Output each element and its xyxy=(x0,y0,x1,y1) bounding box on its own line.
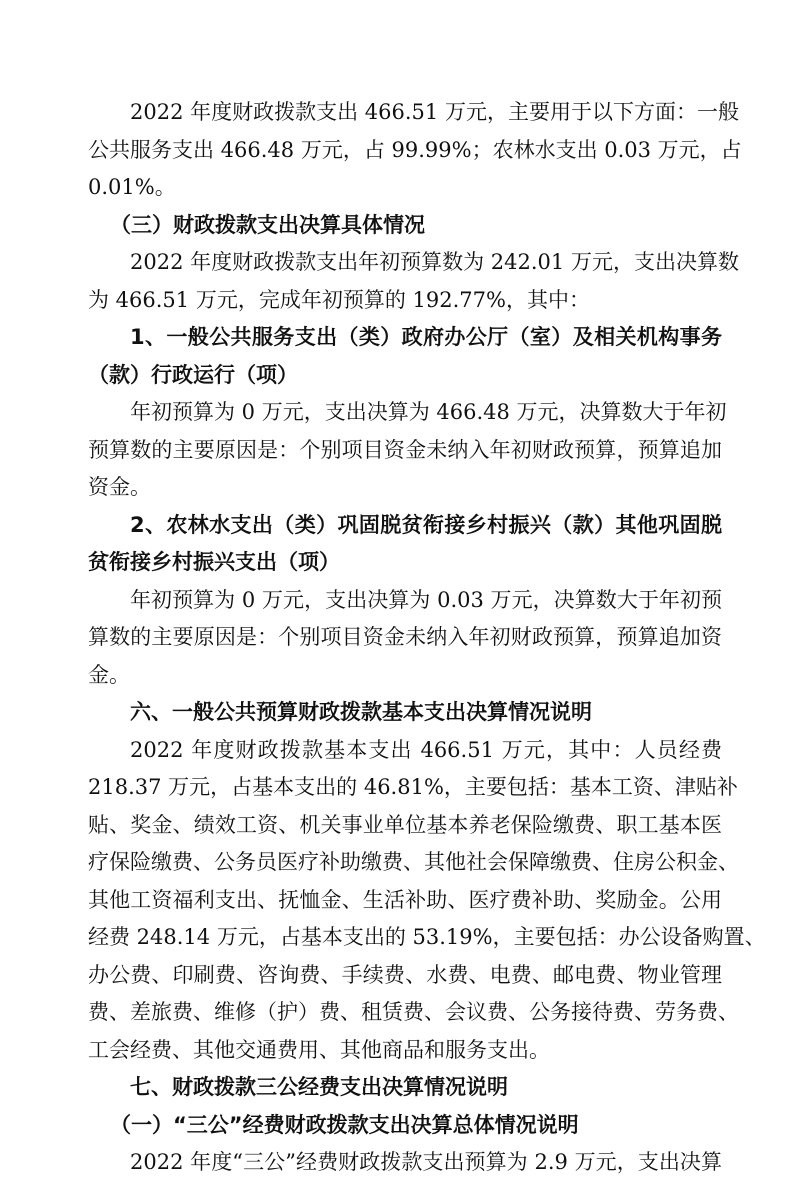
section-heading: 2、农林水支出（类）巩固脱贫衔接乡村振兴（款）其他巩固脱 xyxy=(130,512,722,537)
paragraph-line: 2022 年度财政拨款基本支出 466.51 万元，其中：人员经费 xyxy=(130,737,722,762)
paragraph-line: 其他工资福利支出、抚恤金、生活补助、医疗费补助、奖励金。公用 xyxy=(88,887,722,912)
section-heading: 贫衔接乡村振兴支出（项） xyxy=(88,550,340,574)
paragraph-line: 为 466.51 万元，完成年初预算的 192.77%，其中： xyxy=(88,287,590,312)
section-heading: 1、一般公共服务支出（类）政府办公厅（室）及相关机构事务 xyxy=(130,325,722,349)
paragraph-line: 费、差旅费、维修（护）费、租赁费、会议费、公务接待费、劳务费、 xyxy=(88,1000,739,1024)
paragraph-line: 预算数的主要原因是：个别项目资金未纳入年初财政预算，预算追加 xyxy=(88,437,722,462)
paragraph-line: 218.37 万元，占基本支出的 46.81%，主要包括：基本工资、津贴补 xyxy=(88,775,738,799)
paragraph-line: 公共服务支出 466.48 万元，占 99.99%；农林水支出 0.03 万元，占 xyxy=(88,137,742,162)
paragraph-line: 2022 年度“三公”经费财政拨款支出预算为 2.9 万元，支出决算 xyxy=(130,1150,722,1174)
paragraph-line: 2022 年度财政拨款支出 466.51 万元，主要用于以下方面：一般 xyxy=(130,100,739,124)
paragraph-line: 疗保险缴费、公务员医疗补助缴费、其他社会保障缴费、住房公积金、 xyxy=(88,850,739,874)
section-heading: （款）行政运行（项） xyxy=(88,362,298,387)
section-heading: 七、财政拨款三公经费支出决算情况说明 xyxy=(130,1075,508,1099)
section-heading: （一）“三公”经费财政拨款支出决算总体情况说明 xyxy=(110,1112,579,1137)
paragraph-line: 算数的主要原因是：个别项目资金未纳入年初财政预算，预算追加资 xyxy=(88,625,722,649)
section-heading: （三）财政拨款支出决算具体情况 xyxy=(110,212,425,237)
paragraph-line: 经费 248.14 万元，占基本支出的 53.19%，主要包括：办公设备购置、 xyxy=(88,925,766,949)
paragraph-line: 工会经费、其他交通费用、其他商品和服务支出。 xyxy=(88,1037,550,1062)
section-heading: 六、一般公共预算财政拨款基本支出决算情况说明 xyxy=(130,700,592,724)
paragraph-line: 办公费、印刷费、咨询费、手续费、水费、电费、邮电费、物业管理 xyxy=(88,962,722,987)
paragraph-line: 金。 xyxy=(88,662,130,687)
paragraph-line: 2022 年度财政拨款支出年初预算数为 242.01 万元，支出决算数 xyxy=(130,250,739,274)
paragraph-line: 年初预算为 0 万元，支出决算为 466.48 万元，决算数大于年初 xyxy=(130,400,727,424)
paragraph-line: 0.01%。 xyxy=(88,175,176,199)
paragraph-line: 年初预算为 0 万元，支出决算为 0.03 万元，决算数大于年初预 xyxy=(130,587,722,612)
paragraph-line: 资金。 xyxy=(88,475,151,499)
document-page xyxy=(88,94,766,1182)
paragraph-line: 贴、奖金、绩效工资、机关事业单位基本养老保险缴费、职工基本医 xyxy=(88,812,722,837)
